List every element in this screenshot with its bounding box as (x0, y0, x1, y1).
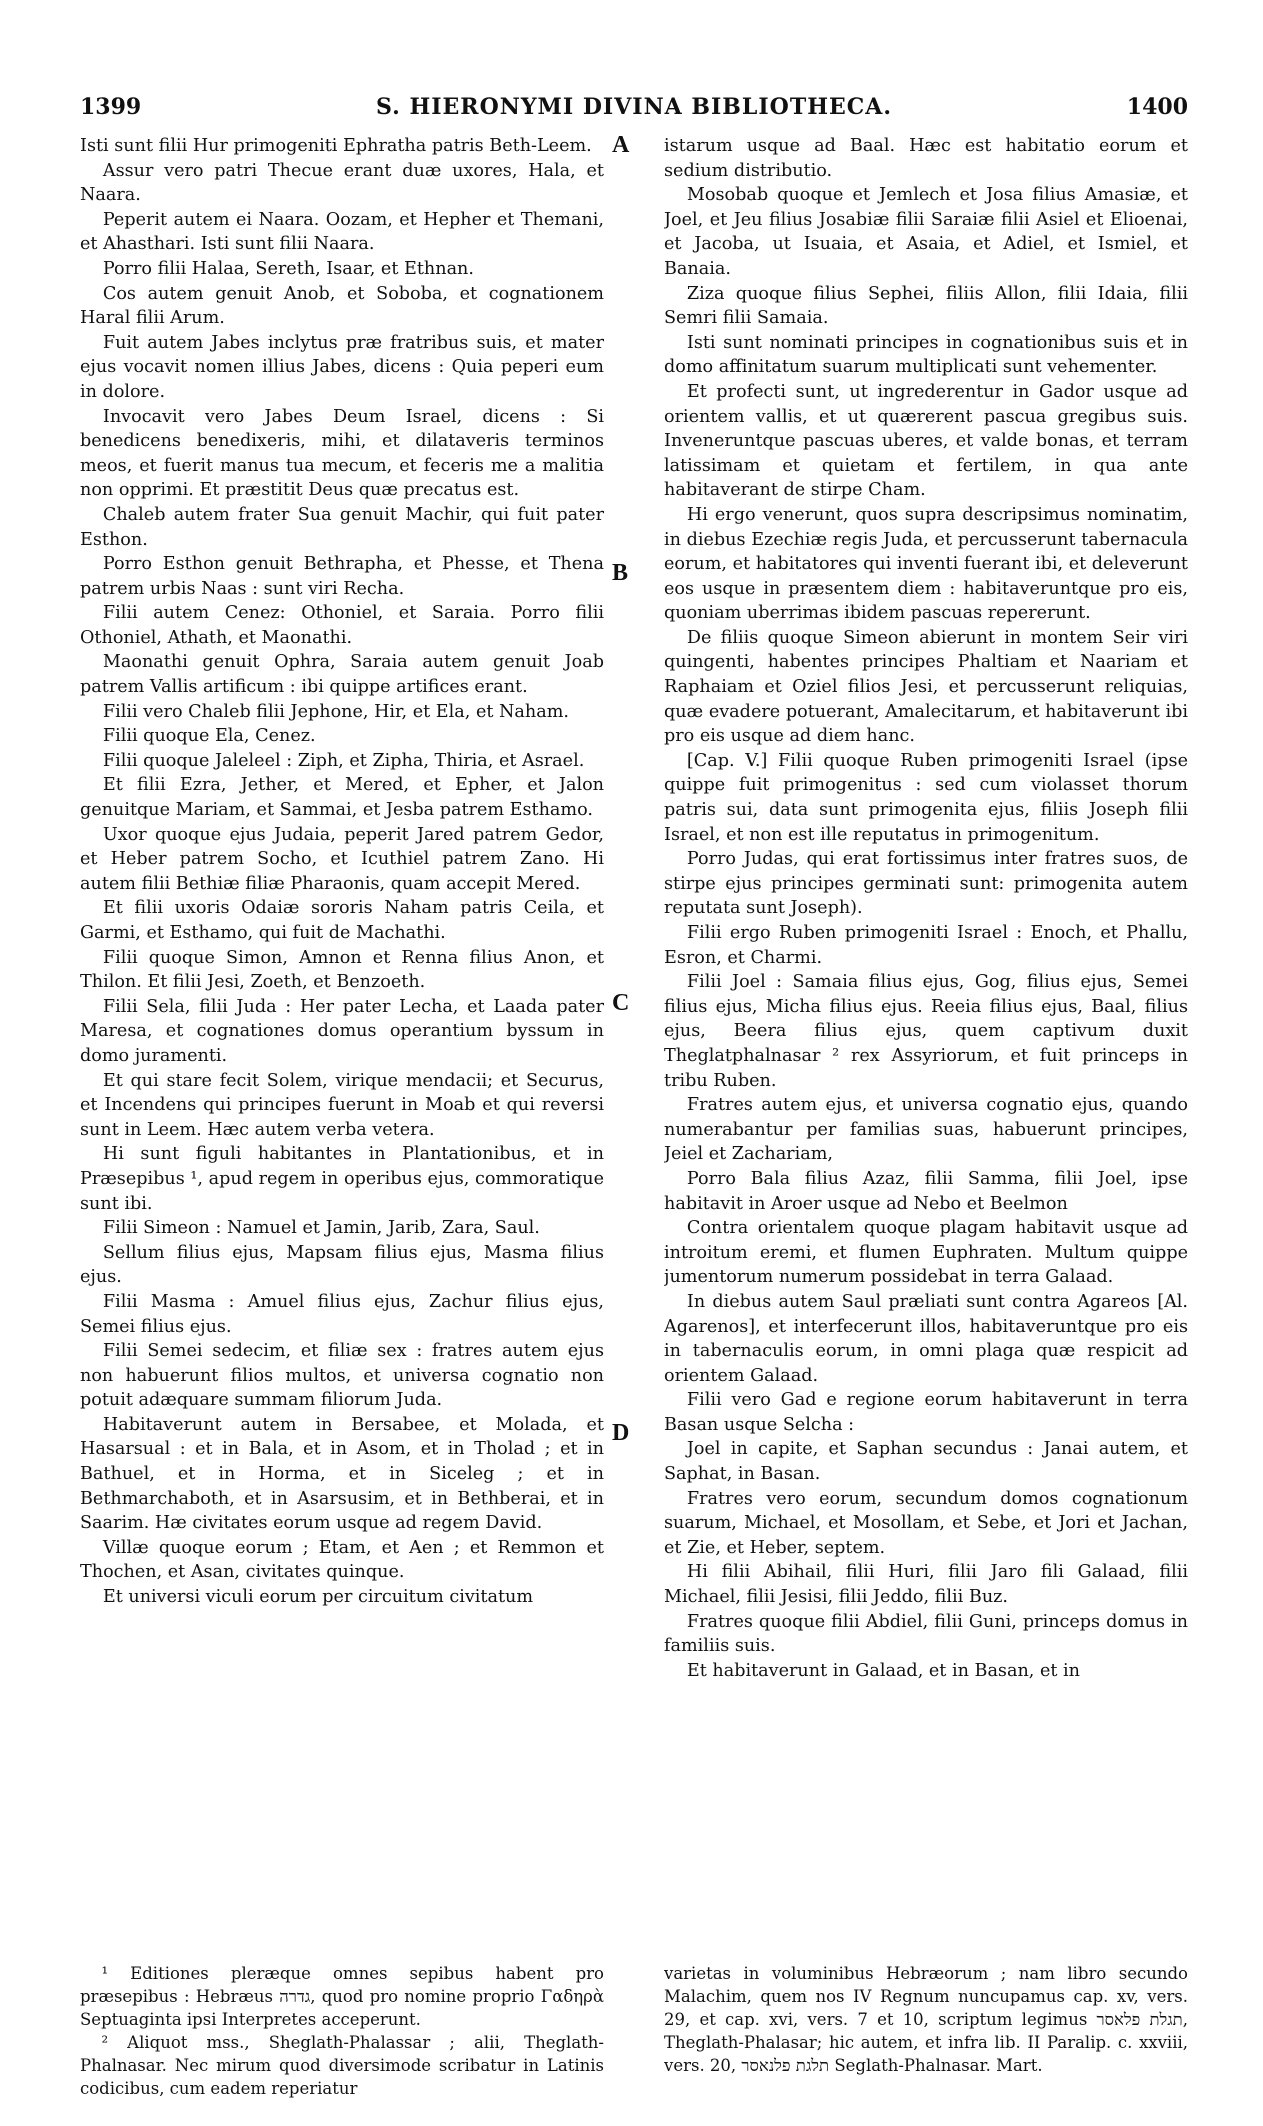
paragraph: Et filii Ezra, Jether, et Mered, et Epher, et Jalon genuitque Mariam, et Sammai, et Jesba patrem Esthamo. (80, 775, 604, 821)
footnotes-right (664, 1962, 1188, 2112)
left-column (80, 134, 604, 1934)
page-number-right: 1400 (1126, 94, 1188, 120)
paragraph: varietas in voluminibus Hebræorum ; nam libro secundo Malachim, quem nos IV Regnum nuncupamus cap. xv, vers. 29, et cap. xvi, vers. 7 et 10, scriptum legimus תגלת פלאסר, Theglath-Phalasar; hic autem, et infra lib. II Paralip. c. xxviii, vers. 20, תלגת פלנאסר Seglath-Phalnasar. Mart. (664, 1964, 1188, 2075)
paragraph: Et profecti sunt, ut ingrederentur in Gador usque ad orientem vallis, et ut quærerent pascua gregibus suis. Inveneruntque pascuas uberes, et valde bonas, et terram latissimam et quietam et fertilem, in qua ante habitaverant de stirpe Cham. (664, 381, 1188, 501)
paragraph: Hi filii Abihail, filii Huri, filii Jaro fili Galaad, filii Michael, filii Jesisi, filii Jeddo, filii Buz. (664, 1562, 1188, 1608)
paragraph: Hi ergo venerunt, quos supra descripsimus nominatim, in diebus Ezechiæ regis Juda, et percusserunt tabernacula eorum, et habitatores qui inventi fuerant ibi, et deleverunt eos usque in præsentem diem : habitaveruntque pro eis, quoniam uberrimas ibidem pascuas repererunt. (664, 504, 1188, 624)
page-number-left: 1399 (80, 94, 142, 120)
margin-marker-d: D (612, 1420, 630, 1446)
page-title: S. HIERONYMI DIVINA BIBLIOTHECA. (376, 94, 892, 120)
paragraph: Villæ quoque eorum ; Etam, et Aen ; et Remmon et Thochen, et Asan, civitates quinque. (80, 1537, 604, 1583)
paragraph: ² Aliquot mss., Sheglath-Phalassar ; alii, Theglath-Phalnasar. Nec mirum quod diversimode scribatur in Latinis codicibus, cum eadem reperiatur (80, 2033, 604, 2098)
paragraph: Fratres autem ejus, et universa cognatio ejus, quando numerabantur per familias suas, habuerunt principes, Jeiel et Zachariam, (664, 1095, 1188, 1165)
paragraph: ¹ Editiones pleræque omnes sepibus habent pro præsepibus : Hebræus גדרה, quod pro nomine proprio Γαδηρὰ Septuaginta ipsi Interpretes acceperunt. (80, 1964, 604, 2029)
paragraph: Assur vero patri Thecue erant duæ uxores, Hala, et Naara. (80, 160, 604, 206)
paragraph: Habitaverunt autem in Bersabee, et Molada, et Hasarsual : et in Bala, et in Asom, et in Tholad ; et in Bathuel, et in Horma, et in Siceleg ; et in Bethmarchaboth, et in Asarsusim, et in Bethberai, et in Saarim. Hæ civitates eorum usque ad regem David. (80, 1414, 604, 1534)
paragraph: Porro Judas, qui erat fortissimus inter fratres suos, de stirpe ejus principes germinati sunt: primogenita autem reputata sunt Joseph). (664, 849, 1188, 919)
paragraph: Filii vero Gad e regione eorum habitaverunt in terra Basan usque Selcha : (664, 1390, 1188, 1435)
paragraph: Filii vero Chaleb filii Jephone, Hir, et Ela, et Naham. (102, 701, 569, 722)
paragraph: Porro Bala filius Azaz, filii Samma, filii Joel, ipse habitavit in Aroer usque ad Nebo et Beelmon (664, 1168, 1188, 1214)
paragraph: De filiis quoque Simeon abierunt in montem Seir viri quingenti, habentes principes Phaltiam et Naariam et Raphaiam et Oziel filios Jesi, et percusserunt reliquias, quæ evadere potuerant, Amalecitarum, et habitaverunt ibi pro eis usque ad diem hanc. (664, 627, 1188, 747)
paragraph: Invocavit vero Jabes Deum Israel, dicens : Si benedicens benedixeris, mihi, et dilataveris terminos meos, et fuerit manus tua mecum, et feceris me a malitia non opprimi. Et præstitit Deus quæ precatus est. (80, 406, 604, 501)
paragraph: istarum usque ad Baal. Hæc est habitatio eorum et sedium distributio. (664, 136, 1188, 181)
paragraph: Cos autem genuit Anob, et Soboba, et cognationem Haral filii Arum. (80, 283, 604, 329)
paragraph: Fratres quoque filii Abdiel, filii Guni, princeps domus in familiis suis. (664, 1611, 1188, 1657)
paragraph: Joel in capite, et Saphan secundus : Janai autem, et Saphat, in Basan. (664, 1439, 1188, 1485)
paragraph: Filii autem Cenez: Othoniel, et Saraia. Porro filii Othoniel, Athath, et Maonathi. (80, 603, 604, 648)
paragraph: Chaleb autem frater Sua genuit Machir, qui fuit pater Esthon. (80, 504, 604, 550)
paragraph: Isti sunt nominati principes in cognationibus suis et in domo affinitatum suarum multiplicati sunt vehementer. (664, 332, 1188, 378)
paragraph: Porro filii Halaa, Sereth, Isaar, et Ethnan. (102, 258, 474, 279)
paragraph: Isti sunt filii Hur primogeniti Ephratha patris Beth-Leem. (80, 136, 592, 156)
running-header (80, 94, 1188, 128)
paragraph: Hi sunt figuli habitantes in Plantationibus, et in Præsepibus ¹, apud regem in operibus ejus, commoratique sunt ibi. (80, 1144, 604, 1214)
right-column (664, 134, 1188, 1934)
paragraph: [Cap. V.] Filii quoque Ruben primogeniti Israel (ipse quippe fuit primogenitus : sed cum violasset thorum patris sui, data sunt primogenita ejus, filiis Joseph filii Israel, et non est ille reputatus in primogenitum. (664, 750, 1188, 845)
footnotes-left (80, 1962, 604, 2112)
paragraph: In diebus autem Saul præliati sunt contra Agareos [Al. Agarenos], et interfecerunt illos, habitaveruntque pro eis in tabernaculis eorum, in omni plaga quæ respicit ad orientem Galaad. (664, 1291, 1188, 1386)
margin-marker-b: B (612, 560, 629, 586)
paragraph: Et qui stare fecit Solem, virique mendacii; et Securus, et Incendens qui principes fuerunt in Moab et qui reversi sunt in Leem. Hæc autem verba vetera. (80, 1070, 604, 1140)
paragraph: Fuit autem Jabes inclytus præ fratribus suis, et mater ejus vocavit nomen illius Jabes, dicens : Quia peperi eum in dolore. (80, 332, 604, 402)
paragraph: Ziza quoque filius Sephei, filiis Allon, filii Idaia, filii Semri filii Samaia. (664, 283, 1188, 329)
paragraph: Filii Joel : Samaia filius ejus, Gog, filius ejus, Semei filius ejus, Micha filius ejus. Reeia filius ejus, Baal, filius ejus, Beera filius ejus, quem captivum duxit Theglatphalnasar ² rex Assyriorum, et fuit princeps in tribu Ruben. (664, 972, 1188, 1091)
paragraph: Filii quoque Jaleleel : Ziph, et Zipha, Thiria, et Asrael. (102, 750, 585, 771)
paragraph: Fratres vero eorum, secundum domos cognationum suarum, Michael, et Mosollam, et Sebe, et Jori et Jachan, et Zie, et Heber, septem. (664, 1488, 1188, 1558)
paragraph: Uxor quoque ejus Judaia, peperit Jared patrem Gedor, et Heber patrem Socho, et Icuthiel patrem Zano. Hi autem filii Bethiæ filiæ Pharaonis, quam accepit Mered. (80, 824, 604, 894)
margin-marker-a: A (612, 132, 630, 158)
paragraph: Filii Sela, filii Juda : Her pater Lecha, et Laada pater Maresa, et cognationes domus operantium byssum in domo juramenti. (80, 996, 604, 1066)
paragraph: Filii quoque Ela, Cenez. (102, 726, 316, 747)
paragraph: Filii Simeon : Namuel et Jamin, Jarib, Zara, Saul. (102, 1218, 540, 1239)
paragraph: Filii quoque Simon, Amnon et Renna filius Anon, et Thilon. Et filii Jesi, Zoeth, et Benzoeth. (80, 947, 604, 993)
paragraph: Maonathi genuit Ophra, Saraia autem genuit Joab patrem Vallis artificum : ibi quippe artifices erant. (80, 652, 604, 698)
paragraph: Peperit autem ei Naara. Oozam, et Hepher et Themani, et Ahasthari. Isti sunt filii Naara. (80, 209, 604, 255)
paragraph: Filii Masma : Amuel filius ejus, Zachur filius ejus, Semei filius ejus. (80, 1291, 604, 1337)
paragraph: Porro Esthon genuit Bethrapha, et Phesse, et Thena patrem urbis Naas : sunt viri Recha. (80, 554, 604, 599)
paragraph: Mosobab quoque et Jemlech et Josa filius Amasiæ, et Joel, et Jeu filius Josabiæ filii Saraiæ filii Asiel et Elioenai, et Jacoba, ut Isuaia, et Asaia, et Adiel, et Ismiel, et Banaia. (664, 185, 1188, 279)
paragraph: Sellum filius ejus, Mapsam filius ejus, Masma filius ejus. (80, 1242, 604, 1288)
paragraph: Filii Semei sedecim, et filiæ sex : fratres autem ejus non habuerunt filios multos, et universa cognatio non potuit adæquare summam filiorum Juda. (80, 1341, 604, 1411)
paragraph: Et universi viculi eorum per circuitum civitatum (102, 1587, 534, 1608)
paragraph: Filii ergo Ruben primogeniti Israel : Enoch, et Phallu, Esron, et Charmi. (664, 923, 1188, 968)
paragraph: Et filii uxoris Odaiæ sororis Naham patris Ceila, et Garmi, et Esthamo, qui fuit de Machathi. (80, 898, 604, 943)
paragraph: Contra orientalem quoque plagam habitavit usque ad introitum eremi, et flumen Euphraten. Multum quippe jumentorum numerum possidebat in terra Galaad. (664, 1218, 1188, 1288)
margin-marker-c: C (612, 990, 630, 1016)
paragraph: Et habitaverunt in Galaad, et in Basan, et in (686, 1660, 1080, 1681)
